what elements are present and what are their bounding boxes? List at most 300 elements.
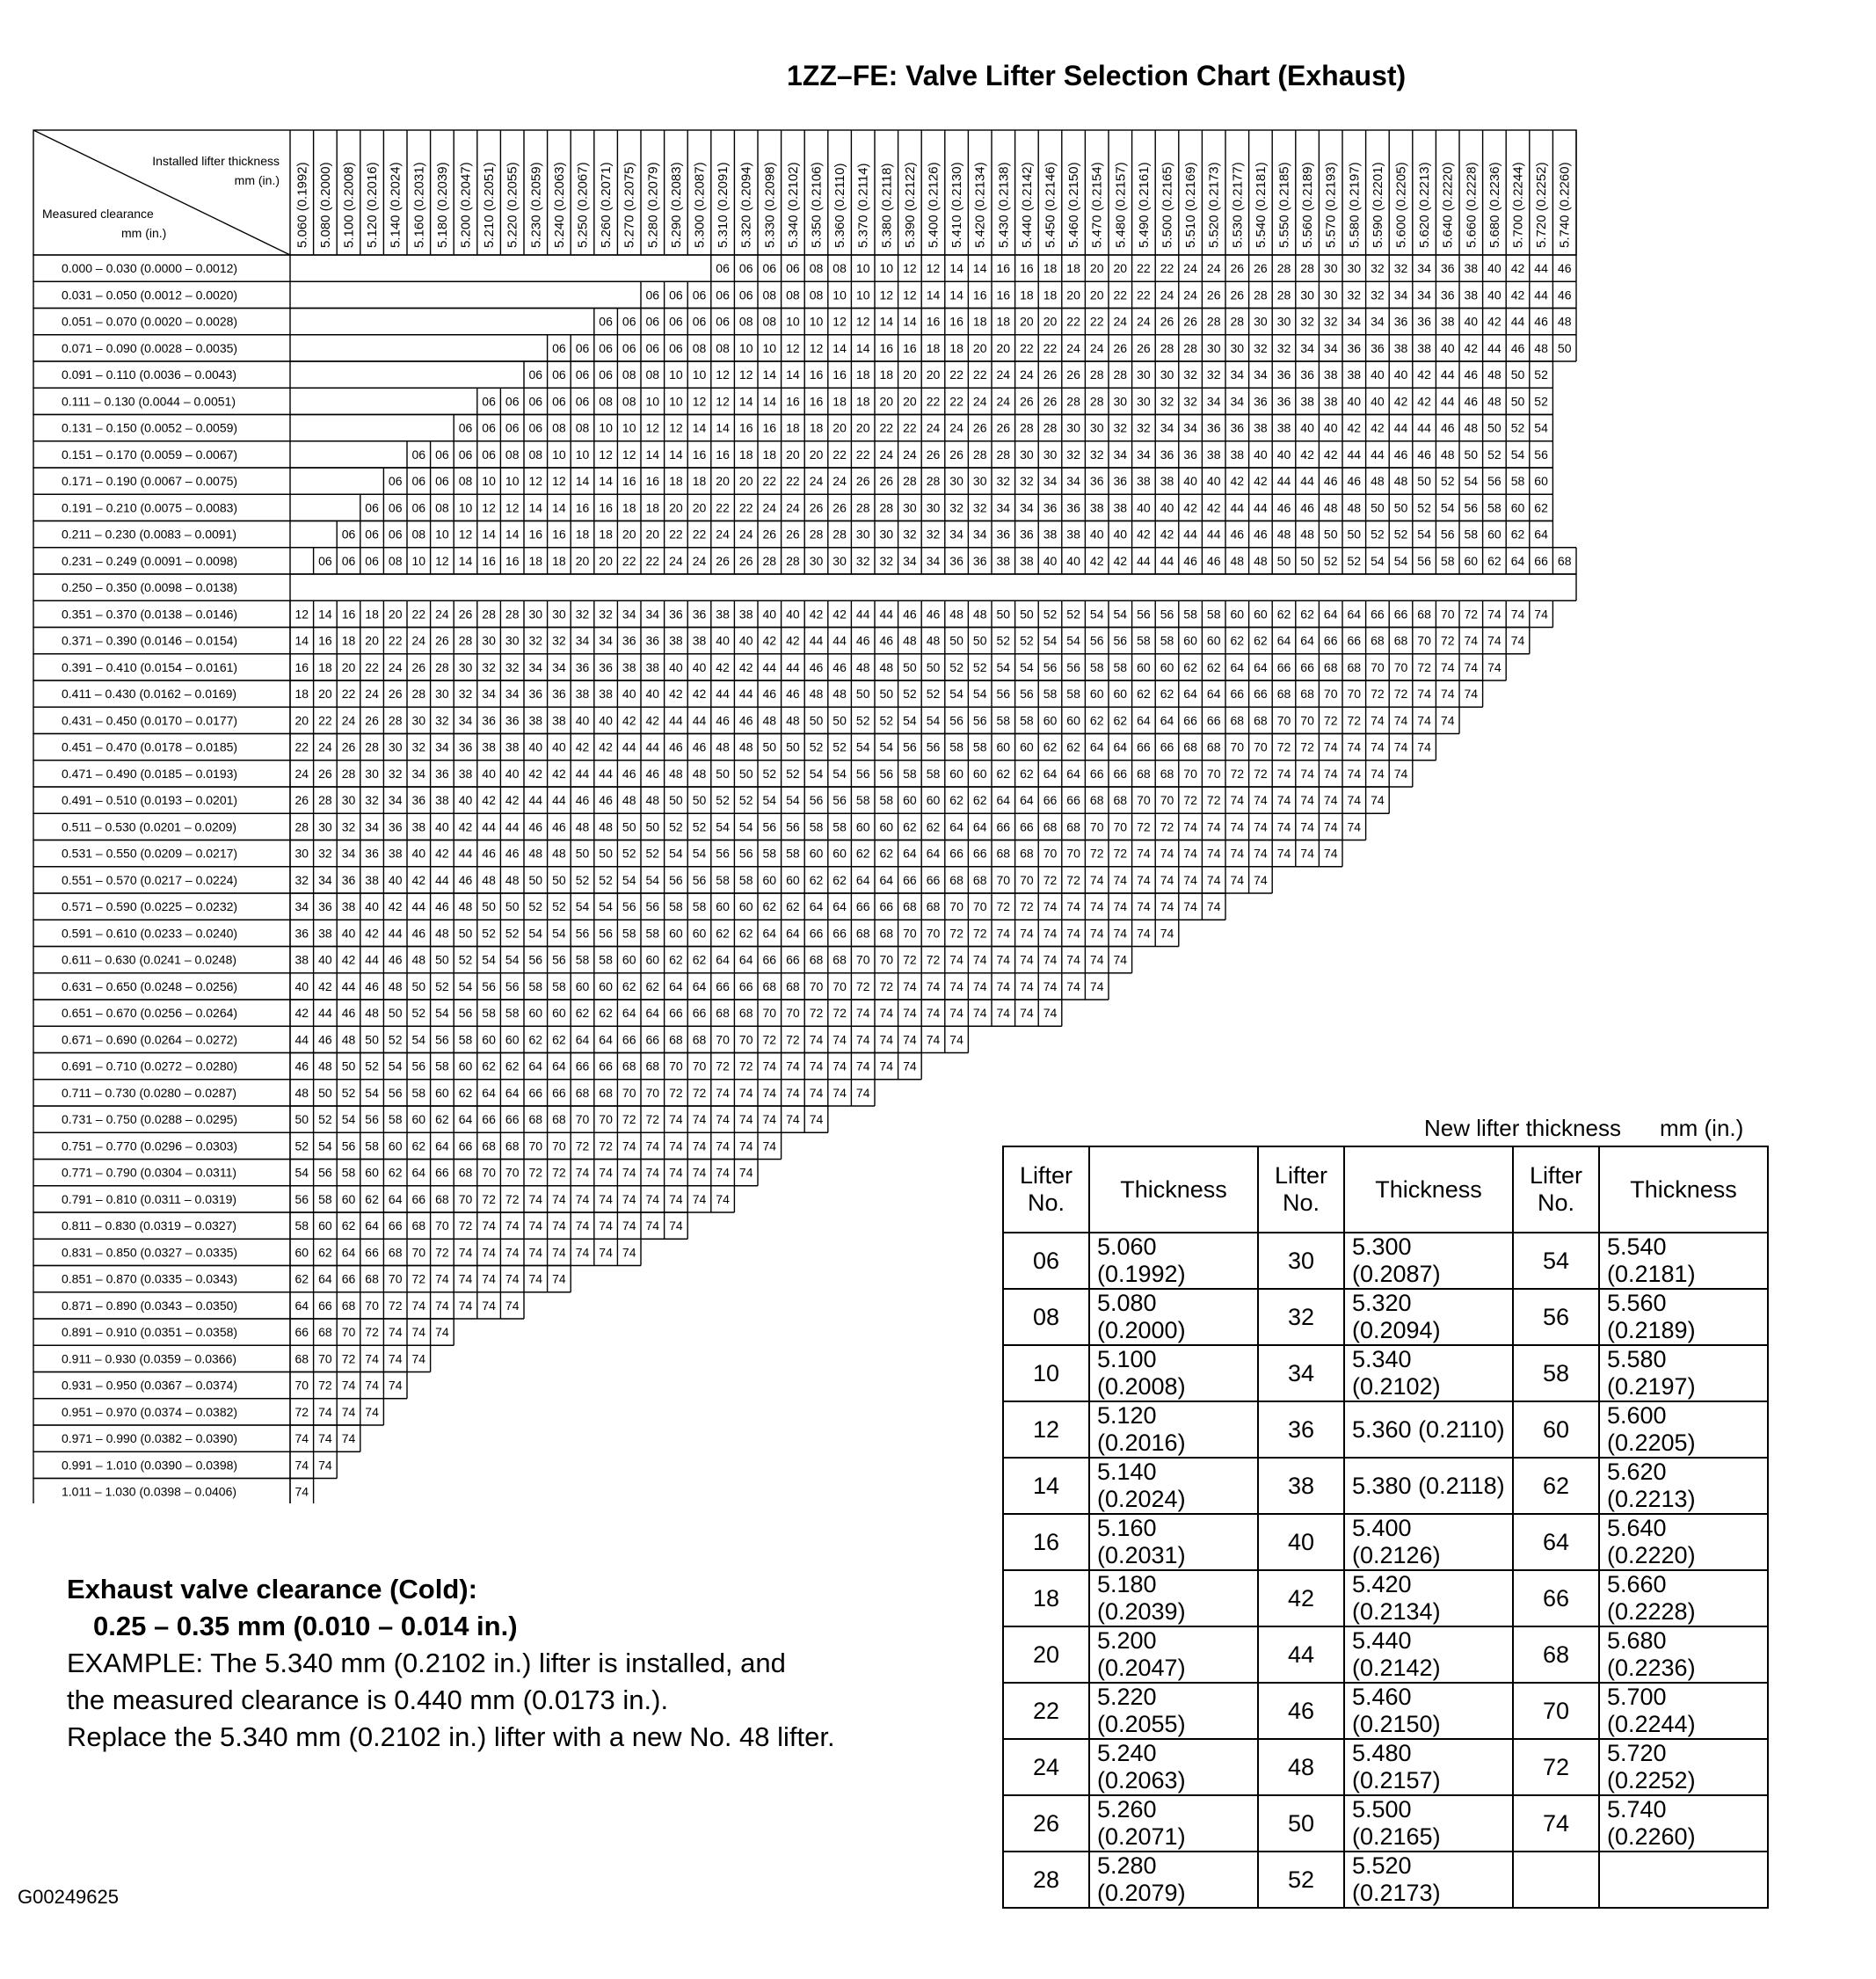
grid-cell-value: 50 [622, 819, 636, 834]
grid-cell-value: 30 [879, 527, 894, 542]
grid-cell-value: 18 [762, 447, 777, 462]
grid-cell-value: 16 [622, 474, 636, 489]
grid-cell-value: 70 [1089, 819, 1104, 834]
grid-cell-value: 56 [1487, 474, 1502, 489]
grid-cell-value: 72 [1347, 713, 1362, 728]
grid-cell-value: 18 [809, 420, 824, 435]
row-label: 0.591 – 0.610 (0.0233 – 0.0240) [62, 926, 238, 941]
grid-cell-value: 22 [949, 394, 963, 409]
grid-cell-value: 28 [1020, 420, 1034, 435]
row-label: 0.231 – 0.249 (0.0091 – 0.0098) [62, 553, 238, 568]
grid-cell-value: 70 [692, 1059, 707, 1073]
grid-cell-value: 50 [294, 1112, 309, 1127]
grid-cell-value: 20 [926, 367, 941, 382]
grid-cell-value: 56 [1020, 687, 1034, 702]
grid-cell-value: 74 [341, 1431, 356, 1446]
grid-cell-value: 24 [738, 527, 753, 542]
grid-cell-value: 20 [622, 527, 636, 542]
grid-cell-value: 06 [575, 340, 590, 355]
grid-cell-value: 70 [996, 872, 1011, 887]
grid-cell-value: 32 [388, 766, 403, 781]
grid-cell-value: 42 [1230, 474, 1245, 489]
grid-cell-value: 30 [1254, 314, 1268, 329]
grid-cell-value: 44 [411, 899, 426, 914]
grid-cell-value: 74 [294, 1431, 309, 1446]
grid-cell-value: 32 [341, 819, 356, 834]
grid-cell-value: 52 [879, 713, 894, 728]
grid-cell-value: 70 [435, 1219, 449, 1233]
grid-cell-value: 52 [622, 846, 636, 861]
row-label: 0.371 – 0.390 (0.0146 – 0.0154) [62, 633, 238, 648]
grid-cell-value: 52 [575, 872, 590, 887]
grid-cell-value: 10 [552, 447, 566, 462]
grid-cell-value: 64 [1276, 633, 1291, 648]
grid-cell-value: 32 [552, 633, 566, 648]
grid-cell-value: 18 [1043, 261, 1058, 276]
grid-cell-value: 38 [1066, 527, 1080, 542]
grid-cell-value: 74 [1089, 952, 1104, 967]
lifter-thickness: 5.140 (0.2024) [1089, 1458, 1258, 1514]
grid-cell-value: 24 [411, 633, 426, 648]
grid-cell-value: 60 [365, 1165, 379, 1180]
grid-cell-value: 52 [1066, 607, 1080, 622]
grid-cell-value: 38 [1230, 447, 1245, 462]
grid-cell-value: 72 [1043, 872, 1058, 887]
grid-cell-value: 68 [1300, 687, 1314, 702]
grid-cell-value: 62 [1137, 687, 1151, 702]
grid-cell-value: 66 [365, 1245, 379, 1260]
grid-cell-value: 64 [365, 1219, 379, 1233]
grid-cell-value: 20 [1066, 287, 1080, 302]
grid-cell-value: 06 [552, 367, 566, 382]
column-header: 5.450 (0.2146) [1043, 162, 1058, 248]
grid-cell-value: 64 [1160, 713, 1174, 728]
grid-cell-value: 74 [1347, 766, 1362, 781]
grid-cell-value: 62 [1020, 766, 1034, 781]
grid-cell-value: 66 [552, 1085, 566, 1100]
grid-cell-value: 50 [809, 713, 824, 728]
grid-cell-value: 56 [341, 1139, 356, 1153]
grid-cell-value: 68 [458, 1165, 473, 1180]
grid-cell-value: 42 [786, 633, 800, 648]
grid-cell-value: 74 [903, 1006, 917, 1021]
grid-cell-value: 20 [809, 447, 824, 462]
grid-cell-value: 20 [388, 607, 403, 622]
grid-cell-value: 58 [692, 899, 707, 914]
grid-cell-value: 18 [879, 367, 894, 382]
grid-cell-value: 62 [435, 1112, 449, 1127]
grid-cell-value: 64 [1323, 607, 1338, 622]
grid-cell-value: 72 [833, 1006, 847, 1021]
grid-cell-value: 10 [879, 261, 894, 276]
grid-cell-value: 08 [458, 474, 473, 489]
grid-cell-value: 50 [365, 1032, 379, 1047]
grid-cell-value: 66 [1089, 766, 1104, 781]
grid-cell-value: 72 [949, 926, 963, 941]
grid-cell-value: 46 [1417, 447, 1431, 462]
grid-cell-value: 70 [365, 1298, 379, 1313]
grid-cell-value: 26 [716, 553, 730, 568]
grid-cell-value: 62 [505, 1059, 520, 1073]
grid-cell-value: 20 [1089, 287, 1104, 302]
grid-cell-value: 54 [972, 687, 987, 702]
grid-cell-value: 28 [318, 793, 332, 808]
grid-cell-value: 66 [903, 872, 917, 887]
grid-cell-value: 08 [645, 367, 660, 382]
grid-cell-value: 58 [1137, 633, 1151, 648]
grid-cell-value: 50 [388, 1006, 403, 1021]
grid-cell-value: 52 [1510, 420, 1525, 435]
grid-cell-value: 44 [855, 607, 870, 622]
grid-cell-value: 56 [762, 819, 777, 834]
grid-cell-value: 42 [833, 607, 847, 622]
grid-cell-value: 74 [1440, 687, 1455, 702]
grid-cell-value: 74 [669, 1165, 683, 1180]
grid-cell-value: 46 [341, 1006, 356, 1021]
row-label: 0.971 – 0.990 (0.0382 – 0.0390) [62, 1431, 238, 1446]
lifter-no: 36 [1258, 1401, 1344, 1458]
row-label: 0.991 – 1.010 (0.0390 – 0.0398) [62, 1458, 238, 1473]
grid-cell-value: 26 [341, 739, 356, 754]
grid-cell-value: 20 [855, 420, 870, 435]
grid-cell-value: 74 [762, 1139, 777, 1153]
grid-cell-value: 60 [786, 872, 800, 887]
grid-cell-value: 38 [1113, 500, 1128, 515]
grid-cell-value: 22 [786, 474, 800, 489]
column-header: 5.530 (0.2177) [1230, 162, 1246, 248]
grid-cell-value: 66 [388, 1219, 403, 1233]
grid-cell-value: 62 [365, 1191, 379, 1206]
grid-cell-value: 70 [949, 899, 963, 914]
grid-cell-value: 10 [669, 367, 683, 382]
grid-cell-value: 30 [435, 687, 449, 702]
grid-cell-value: 62 [972, 793, 987, 808]
grid-cell-value: 32 [972, 500, 987, 515]
grid-cell-value: 54 [622, 872, 636, 887]
grid-cell-value: 48 [855, 659, 870, 674]
row-label: 0.091 – 0.110 (0.0036 – 0.0043) [62, 367, 237, 382]
lifter-no: 72 [1513, 1739, 1599, 1795]
grid-cell-value: 46 [669, 739, 683, 754]
lifter-thickness: 5.120 (0.2016) [1089, 1401, 1258, 1458]
grid-cell-value: 40 [762, 607, 777, 622]
grid-cell-value: 22 [1043, 340, 1058, 355]
lifter-thickness: 5.480 (0.2157) [1344, 1739, 1513, 1795]
grid-cell-value: 06 [669, 340, 683, 355]
grid-cell-value: 66 [435, 1165, 449, 1180]
grid-cell-value: 32 [599, 607, 613, 622]
grid-cell-value: 64 [738, 952, 753, 967]
grid-cell-value: 66 [879, 899, 894, 914]
grid-cell-value: 56 [458, 1006, 473, 1021]
spec-value: 0.25 – 0.35 mm (0.010 – 0.014 in.) [93, 1611, 518, 1641]
grid-cell-value: 28 [762, 553, 777, 568]
example-line: Replace the 5.340 mm (0.2102 in.) lifter with a new No. 48 lifter. [67, 1721, 835, 1752]
grid-cell-value: 22 [365, 659, 379, 674]
lifter-no: 24 [1003, 1739, 1089, 1795]
grid-cell-value: 72 [388, 1298, 403, 1313]
lifter-no-header: Lifter No. [1003, 1146, 1089, 1233]
grid-cell-value: 14 [716, 420, 730, 435]
grid-cell-value: 68 [1371, 633, 1385, 648]
grid-cell-value: 64 [294, 1298, 309, 1313]
grid-cell-value: 54 [1464, 474, 1479, 489]
grid-cell-value: 46 [294, 1059, 309, 1073]
grid-cell-value: 06 [458, 447, 473, 462]
grid-cell-value: 74 [645, 1191, 660, 1206]
row-label: 0.811 – 0.830 (0.0319 – 0.0327) [62, 1219, 237, 1233]
grid-cell-value: 74 [1323, 739, 1338, 754]
grid-cell-value: 44 [1160, 553, 1174, 568]
grid-cell-value: 66 [528, 1085, 543, 1100]
grid-cell-value: 50 [341, 1059, 356, 1073]
column-header: 5.680 (0.2236) [1487, 162, 1502, 248]
grid-cell-value: 20 [575, 553, 590, 568]
grid-cell-value: 40 [1276, 447, 1291, 462]
grid-cell-value: 08 [435, 500, 449, 515]
grid-cell-value: 72 [1020, 899, 1034, 914]
grid-cell-value: 24 [1160, 287, 1174, 302]
grid-cell-value: 64 [1347, 607, 1362, 622]
grid-cell-value: 38 [645, 659, 660, 674]
grid-cell-value: 34 [903, 553, 917, 568]
new-lifter-row [1003, 1795, 1768, 1852]
grid-cell-value: 68 [1254, 713, 1268, 728]
grid-cell-value: 10 [669, 394, 683, 409]
grid-cell-value: 46 [762, 687, 777, 702]
column-header: 5.140 (0.2024) [388, 162, 404, 248]
column-header: 5.590 (0.2201) [1370, 162, 1385, 248]
grid-cell-value: 16 [599, 500, 613, 515]
grid-cell-value: 40 [341, 926, 356, 941]
grid-cell-value: 58 [738, 872, 753, 887]
grid-cell-value: 30 [388, 739, 403, 754]
grid-cell-value: 32 [411, 739, 426, 754]
grid-cell-value: 68 [972, 872, 987, 887]
grid-cell-value: 36 [622, 633, 636, 648]
grid-cell-value: 10 [505, 474, 520, 489]
grid-cell-value: 14 [482, 527, 496, 542]
grid-cell-value: 74 [692, 1112, 707, 1127]
grid-cell-value: 70 [1160, 793, 1174, 808]
grid-cell-value: 74 [528, 1245, 543, 1260]
grid-cell-value: 12 [669, 420, 683, 435]
grid-cell-value: 52 [599, 872, 613, 887]
grid-cell-value: 72 [1440, 633, 1455, 648]
grid-cell-value: 62 [411, 1139, 426, 1153]
grid-cell-value: 34 [972, 527, 987, 542]
grid-cell-value: 60 [1510, 500, 1525, 515]
grid-cell-value: 62 [762, 899, 777, 914]
grid-cell-value: 62 [294, 1271, 309, 1286]
grid-cell-value: 74 [786, 1085, 800, 1100]
grid-cell-value: 70 [482, 1165, 496, 1180]
grid-cell-value: 66 [505, 1112, 520, 1127]
grid-cell-value: 12 [926, 261, 941, 276]
grid-cell-value: 34 [1230, 394, 1245, 409]
grid-cell-value: 62 [645, 979, 660, 993]
grid-cell-value: 12 [879, 287, 894, 302]
grid-cell-value: 62 [552, 1032, 566, 1047]
grid-cell-value: 34 [1230, 367, 1245, 382]
lifter-thickness: 5.640 (0.2220) [1599, 1514, 1768, 1570]
grid-cell-value: 58 [669, 899, 683, 914]
grid-cell-value: 44 [294, 1032, 309, 1047]
grid-cell-value: 70 [341, 1325, 356, 1340]
grid-cell-value: 74 [1300, 819, 1314, 834]
grid-cell-value: 74 [599, 1219, 613, 1233]
lifter-no: 56 [1513, 1289, 1599, 1345]
grid-cell-value: 74 [1043, 899, 1058, 914]
grid-cell-value: 58 [809, 819, 824, 834]
grid-cell-value: 06 [552, 340, 566, 355]
grid-cell-value: 66 [1206, 713, 1221, 728]
grid-cell-value: 16 [972, 287, 987, 302]
grid-cell-value: 22 [411, 607, 426, 622]
grid-cell-value: 36 [1230, 420, 1245, 435]
grid-cell-value: 38 [1464, 287, 1479, 302]
grid-cell-value: 40 [505, 766, 520, 781]
lifter-no: 30 [1258, 1233, 1344, 1289]
row-label: 0.511 – 0.530 (0.0201 – 0.0209) [62, 819, 237, 834]
grid-cell-value: 30 [1043, 447, 1058, 462]
grid-cell-value: 74 [692, 1165, 707, 1180]
grid-cell-value: 54 [1020, 659, 1034, 674]
grid-cell-value: 74 [1230, 872, 1245, 887]
grid-cell-value: 28 [1089, 367, 1104, 382]
column-header: 5.120 (0.2016) [365, 162, 381, 248]
row-label: 0.711 – 0.730 (0.0280 – 0.0287) [62, 1085, 237, 1100]
grid-cell-value: 42 [318, 979, 332, 993]
grid-cell-value: 18 [855, 367, 870, 382]
grid-cell-value: 56 [388, 1085, 403, 1100]
grid-cell-value: 28 [926, 474, 941, 489]
grid-cell-value: 74 [622, 1139, 636, 1153]
grid-cell-value: 74 [949, 979, 963, 993]
grid-cell-value: 70 [879, 952, 894, 967]
grid-cell-value: 46 [645, 766, 660, 781]
column-header: 5.700 (0.2244) [1510, 162, 1526, 248]
grid-cell-value: 22 [1137, 287, 1151, 302]
grid-cell-value: 24 [669, 553, 683, 568]
grid-cell-value: 70 [1113, 819, 1128, 834]
grid-cell-value: 66 [1254, 687, 1268, 702]
grid-cell-value: 22 [294, 739, 309, 754]
row-label: 0.151 – 0.170 (0.0059 – 0.0067) [62, 447, 238, 462]
column-header: 5.230 (0.2059) [528, 162, 544, 248]
grid-cell-value: 70 [552, 1139, 566, 1153]
grid-cell-value: 72 [599, 1139, 613, 1153]
grid-cell-value: 74 [294, 1458, 309, 1473]
grid-cell-value: 58 [1206, 607, 1221, 622]
grid-cell-value: 46 [458, 872, 473, 887]
grid-cell-value: 56 [949, 713, 963, 728]
grid-cell-value: 30 [1113, 394, 1128, 409]
grid-cell-value: 12 [552, 474, 566, 489]
grid-cell-value: 40 [1206, 474, 1221, 489]
grid-cell-value: 58 [786, 846, 800, 861]
grid-cell-value: 30 [1206, 340, 1221, 355]
grid-cell-value: 74 [1113, 952, 1128, 967]
grid-cell-value: 36 [1300, 367, 1314, 382]
grid-cell-value: 68 [879, 926, 894, 941]
grid-cell-value: 64 [1137, 713, 1151, 728]
grid-cell-value: 56 [809, 793, 824, 808]
lifter-thickness: 5.280 (0.2079) [1089, 1852, 1258, 1908]
grid-cell-value: 48 [528, 846, 543, 861]
grid-cell-value: 66 [1276, 659, 1291, 674]
grid-cell-value: 18 [294, 687, 309, 702]
grid-cell-value: 24 [926, 420, 941, 435]
grid-cell-value: 50 [1557, 340, 1572, 355]
grid-cell-value: 74 [1371, 713, 1385, 728]
grid-cell-value: 20 [786, 447, 800, 462]
lifter-no: 52 [1258, 1852, 1344, 1908]
grid-cell-value: 26 [738, 553, 753, 568]
grid-cell-value: 54 [388, 1059, 403, 1073]
grid-cell-value: 20 [996, 340, 1011, 355]
grid-cell-value: 48 [552, 846, 566, 861]
grid-cell-value: 74 [552, 1271, 566, 1286]
grid-cell-value: 38 [1323, 394, 1338, 409]
grid-cell-value: 74 [716, 1191, 730, 1206]
grid-cell-value: 58 [294, 1219, 309, 1233]
grid-cell-value: 74 [1371, 739, 1385, 754]
grid-cell-value: 40 [552, 739, 566, 754]
grid-cell-value: 66 [926, 872, 941, 887]
grid-cell-value: 68 [1276, 687, 1291, 702]
column-header: 5.440 (0.2142) [1019, 162, 1035, 248]
grid-cell-value: 20 [1089, 261, 1104, 276]
grid-cell-value: 06 [716, 314, 730, 329]
grid-cell-value: 38 [435, 793, 449, 808]
row-label: 0.551 – 0.570 (0.0217 – 0.0224) [62, 872, 238, 887]
grid-cell-value: 36 [972, 553, 987, 568]
grid-cell-value: 08 [599, 394, 613, 409]
grid-cell-value: 62 [528, 1032, 543, 1047]
grid-cell-value: 64 [716, 952, 730, 967]
grid-cell-value: 60 [762, 872, 777, 887]
grid-cell-value: 52 [1417, 500, 1431, 515]
grid-cell-value: 74 [1254, 819, 1268, 834]
grid-cell-value: 40 [482, 766, 496, 781]
grid-cell-value: 20 [318, 687, 332, 702]
grid-cell-value: 06 [669, 314, 683, 329]
grid-cell-value: 42 [1487, 314, 1502, 329]
grid-cell-value: 70 [1417, 633, 1431, 648]
grid-cell-value: 66 [786, 952, 800, 967]
grid-cell-value: 74 [482, 1245, 496, 1260]
grid-cell-value: 74 [1089, 979, 1104, 993]
grid-cell-value: 72 [1137, 819, 1151, 834]
grid-cell-value: 14 [833, 340, 847, 355]
grid-cell-value: 74 [622, 1165, 636, 1180]
grid-cell-value: 74 [1393, 713, 1408, 728]
grid-cell-value: 36 [1393, 314, 1408, 329]
grid-cell-value: 06 [692, 314, 707, 329]
grid-cell-value: 12 [786, 340, 800, 355]
grid-cell-value: 74 [926, 1032, 941, 1047]
new-lifter-row [1003, 1626, 1768, 1683]
grid-cell-value: 64 [786, 926, 800, 941]
grid-cell-value: 40 [1393, 367, 1408, 382]
grid-cell-value: 46 [1557, 287, 1572, 302]
grid-cell-value: 72 [692, 1085, 707, 1100]
grid-cell-value: 74 [1371, 793, 1385, 808]
grid-cell-value: 56 [1440, 527, 1455, 542]
corner-label-measured: Measured clearance [42, 207, 154, 221]
lifter-thickness: 5.200 (0.2047) [1089, 1626, 1258, 1683]
